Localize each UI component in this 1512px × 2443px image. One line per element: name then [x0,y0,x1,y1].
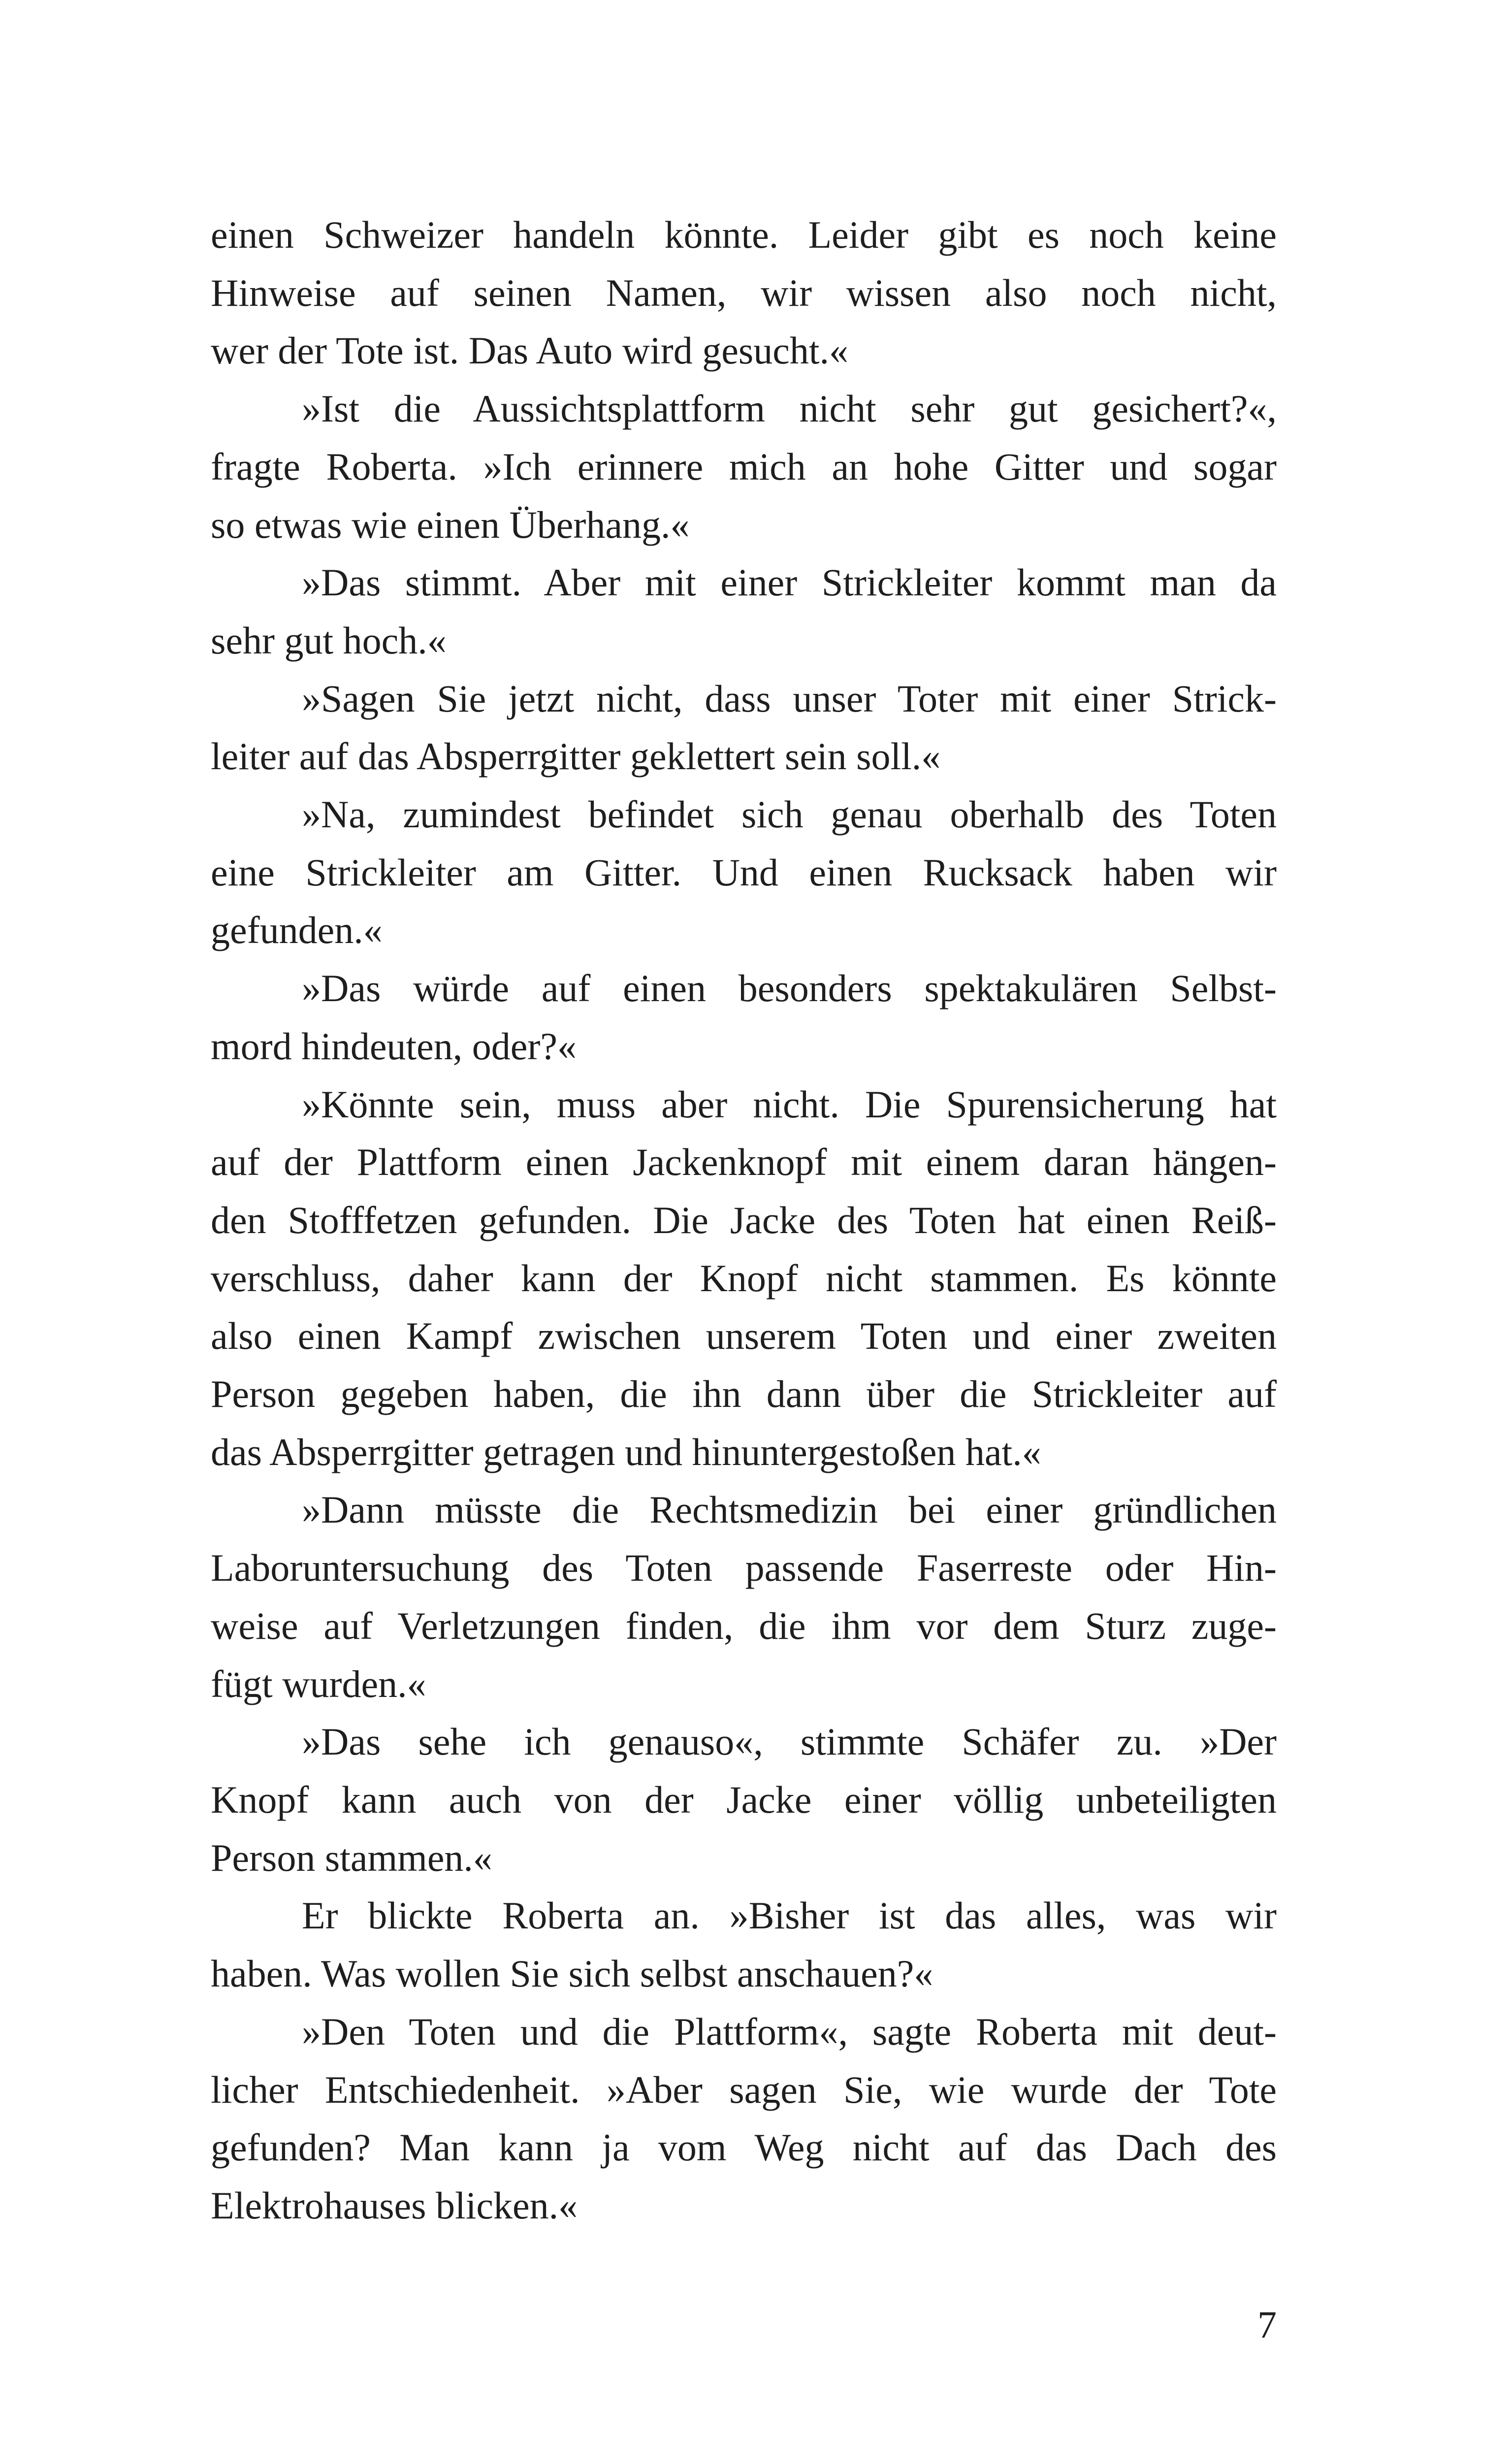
paragraph [211,1713,1277,1887]
text-line: weise auf Verletzungen finden, die ihm vor dem Sturz zuge- [211,1604,1277,1647]
text-line: haben. Was wollen Sie sich selbst anschauen?« [211,1952,933,1995]
text-line: licher Entschiedenheit. »Aber sagen Sie, wie wurde der Tote [211,2068,1277,2111]
text-line: Hinweise auf seinen Namen, wir wissen also noch nicht, [211,271,1277,314]
text-line: »Dann müsste die Rechtsmedizin bei einer gründlichen [302,1488,1277,1531]
text-line: »Sagen Sie jetzt nicht, dass unser Toter mit einer Strick- [302,677,1277,720]
text-line: »Könnte sein, muss aber nicht. Die Spurensicherung hat [302,1082,1277,1126]
paragraph [211,2003,1277,2235]
text-block [211,206,1277,2235]
paragraph [211,670,1277,785]
text-line: Person gegeben haben, die ihn dann über die Strickleiter auf [211,1372,1277,1416]
paragraph [211,785,1277,959]
text-line: fügt wurden.« [211,1662,426,1705]
text-line: »Das sehe ich genauso«, stimmte Schäfer zu. »Der [302,1720,1277,1763]
text-line: einen Schweizer handeln könnte. Leider gibt es noch keine [211,213,1277,256]
text-line: verschluss, daher kann der Knopf nicht stammen. Es könnte [211,1256,1277,1300]
text-line: sehr gut hoch.« [211,619,447,662]
text-line: »Das stimmt. Aber mit einer Strickleiter kommt man da [302,561,1277,604]
text-line: Knopf kann auch von der Jacke einer völlig unbeteiligten [211,1778,1277,1821]
text-line: »Das würde auf einen besonders spektakulären Selbst- [302,967,1277,1010]
text-line: »Den Toten und die Plattform«, sagte Roberta mit deut- [302,2010,1277,2053]
text-line: das Absperrgitter getragen und hinuntergestoßen hat.« [211,1430,1041,1473]
text-line: leiter auf das Absperrgitter geklettert sein soll.« [211,735,941,778]
paragraph [211,1075,1277,1481]
text-line: mord hindeuten, oder?« [211,1024,577,1068]
text-line: Person stammen.« [211,1836,492,1879]
text-line: »Ist die Aussichtsplattform nicht sehr gut gesichert?«, [302,387,1277,430]
text-line: Laboruntersuchung des Toten passende Faserreste oder Hin- [211,1546,1277,1590]
text-line: auf der Plattform einen Jackenknopf mit einem daran hängen- [211,1140,1277,1184]
text-line: gefunden.« [211,909,383,952]
text-line: gefunden? Man kann ja vom Weg nicht auf das Dach des [211,2126,1277,2169]
text-line: wer der Tote ist. Das Auto wird gesucht.« [211,329,849,372]
paragraph [211,1481,1277,1713]
paragraph [211,1887,1277,2002]
paragraph [211,206,1277,380]
text-line: also einen Kampf zwischen unserem Toten und einer zweiten [211,1314,1277,1358]
paragraph [211,554,1277,669]
text-line: so etwas wie einen Überhang.« [211,503,690,546]
paragraph [211,380,1277,554]
text-line: »Na, zumindest befindet sich genau oberhalb des Toten [302,793,1277,836]
page-number: 7 [1257,2303,1277,2346]
text-line: Er blickte Roberta an. »Bisher ist das alles, was wir [302,1894,1277,1937]
text-line: fragte Roberta. »Ich erinnere mich an hohe Gitter und sogar [211,445,1277,488]
paragraph [211,959,1277,1075]
text-line: Elektrohauses blicken.« [211,2183,578,2227]
text-line: eine Strickleiter am Gitter. Und einen Rucksack haben wir [211,850,1277,894]
text-line: den Stofffetzen gefunden. Die Jacke des Toten hat einen Reiß- [211,1198,1277,1241]
